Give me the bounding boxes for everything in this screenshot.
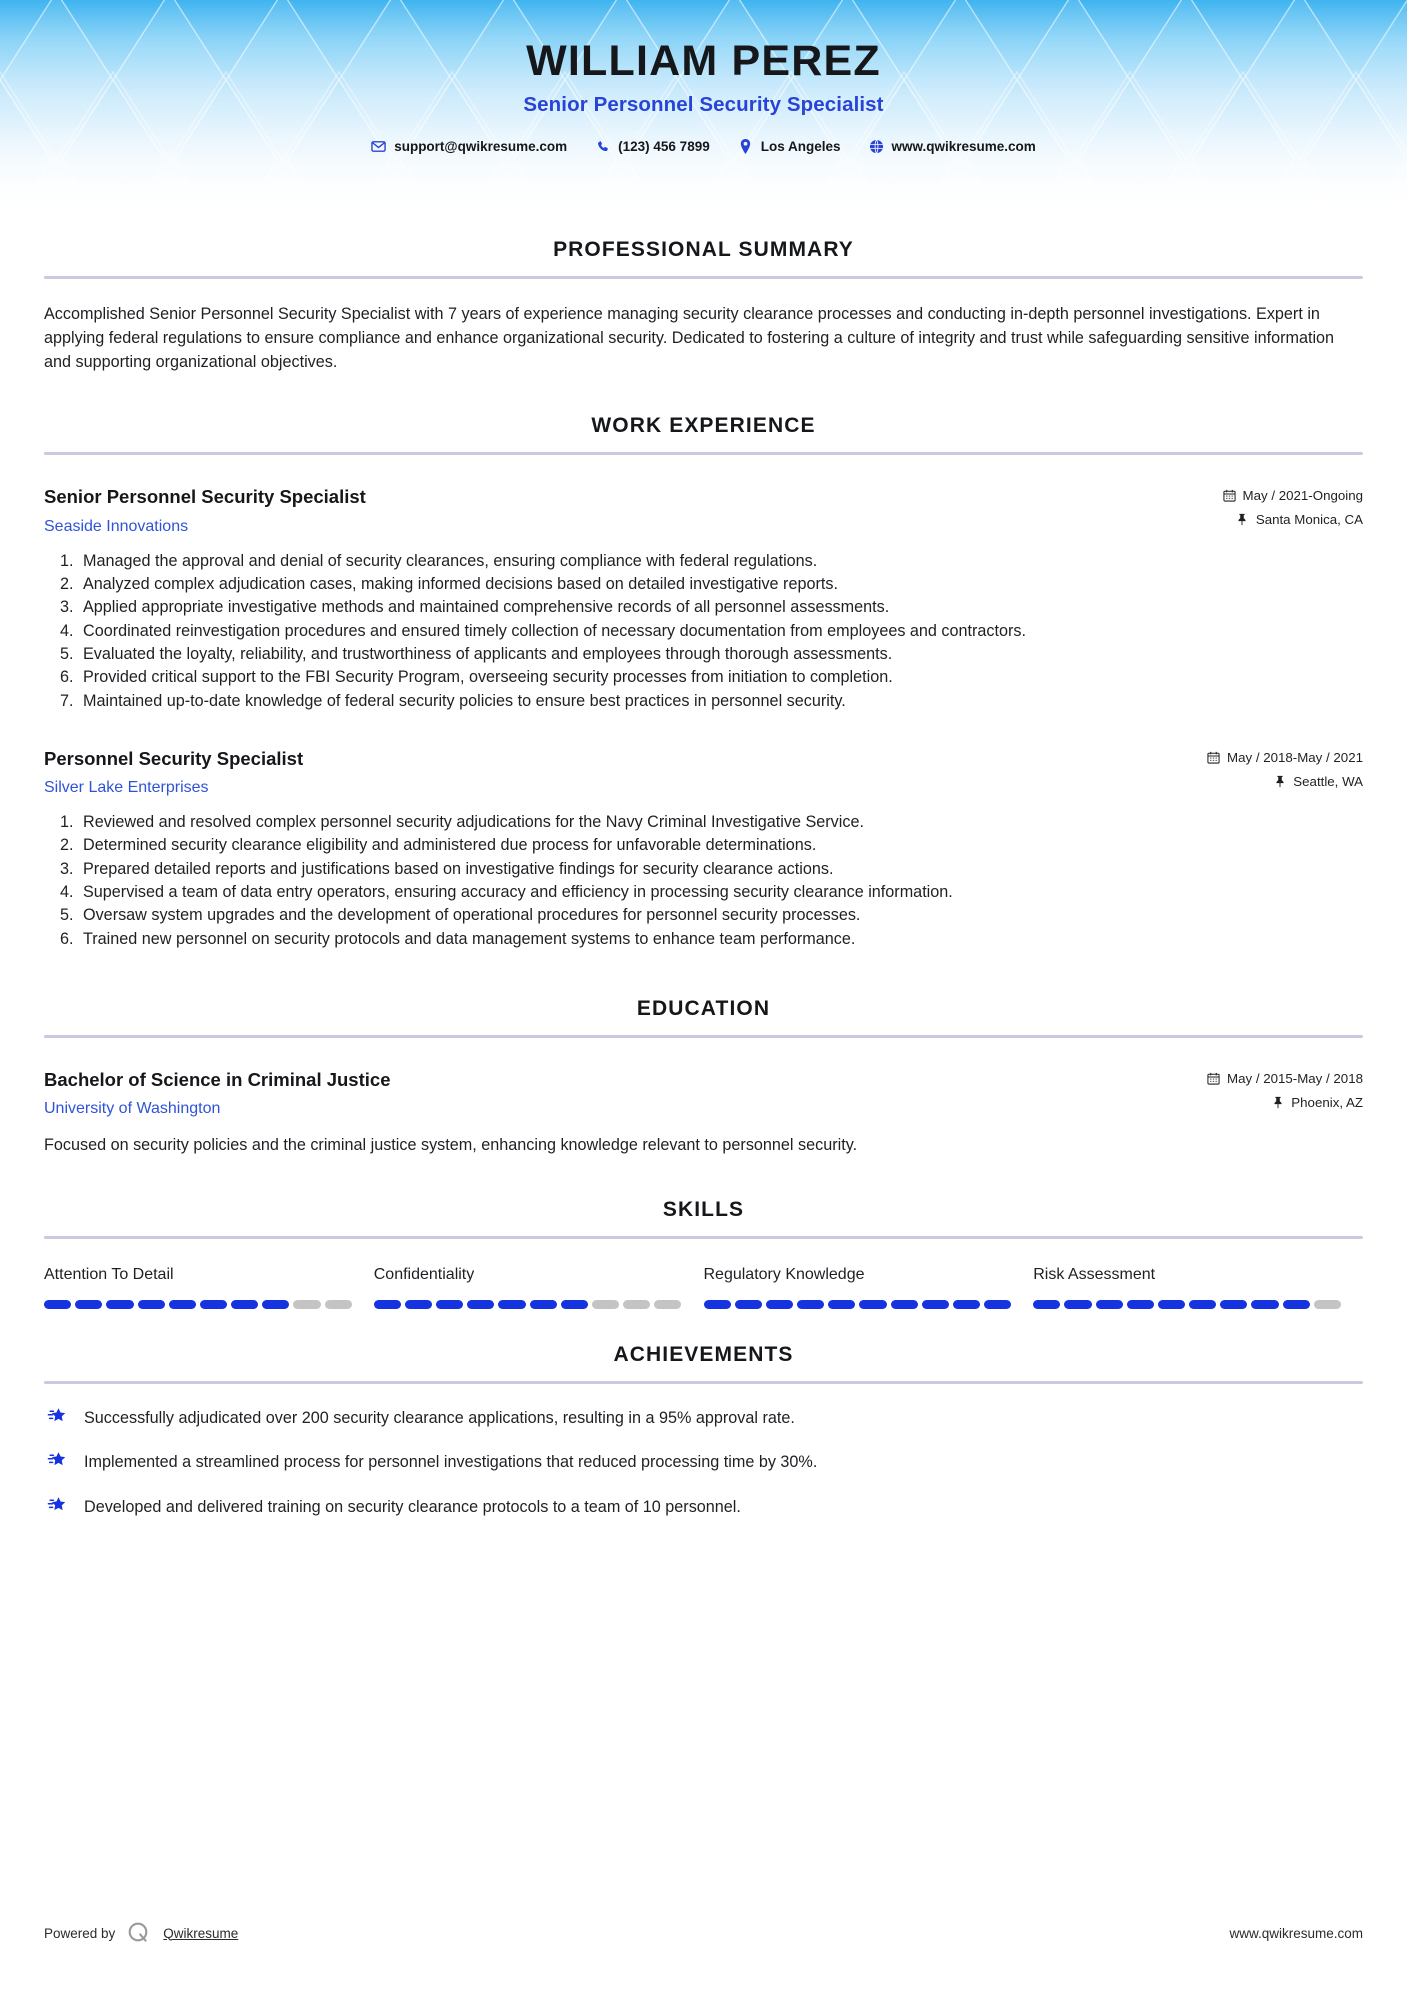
job-bullet: 4. Supervised a team of data entry operators, ensuring accuracy and efficiency in processing security clearance information. (78, 881, 1363, 904)
footer-branding (44, 1920, 238, 1946)
work-entry-header (44, 747, 1363, 798)
education-dates-text: May / 2015-May / 2018 (1227, 1070, 1363, 1086)
qwikresume-link[interactable]: Qwikresume (163, 1925, 239, 1941)
skill-pill (200, 1300, 227, 1309)
pushpin-icon (1236, 513, 1249, 526)
skill-pill (1127, 1300, 1154, 1309)
email-icon (371, 139, 386, 154)
job-bullet: 6. Provided critical support to the FBI Security Program, overseeing security processes from initiation to completion. (78, 666, 1363, 689)
skill-pill (44, 1300, 71, 1309)
skill-pill (405, 1300, 432, 1309)
shooting-star-icon (44, 1494, 68, 1518)
candidate-role: Senior Personnel Security Specialist (523, 93, 884, 117)
achievement-text: Implemented a streamlined process for personnel investigations that reduced processing time by 30%. (84, 1453, 818, 1472)
company-name[interactable]: Silver Lake Enterprises (44, 778, 209, 796)
contact-website-text: www.qwikresume.com (891, 139, 1036, 155)
skill-pill (436, 1300, 463, 1309)
job-dates (1207, 750, 1363, 765)
job-title: Personnel Security Specialist (44, 747, 304, 769)
section-skills (44, 1198, 1363, 1309)
powered-by-label: Powered by (44, 1925, 116, 1941)
skill-pill (1251, 1300, 1278, 1309)
skill-pill (561, 1300, 588, 1309)
resume-footer (44, 1920, 1363, 1946)
section-title-education: EDUCATION (636, 996, 771, 1020)
location-pin-icon (738, 139, 753, 154)
job-location (1207, 774, 1363, 789)
achievement-item (44, 1450, 1363, 1474)
contact-location (724, 139, 855, 154)
skill-item (44, 1265, 374, 1309)
skill-pill (891, 1300, 918, 1309)
school-name[interactable]: University of Washington (44, 1100, 221, 1118)
skill-label: Confidentiality (373, 1265, 475, 1283)
skill-rating-bar (44, 1300, 352, 1309)
resume-body (0, 212, 1407, 1519)
work-entry-header (44, 485, 1363, 536)
skill-pill (859, 1300, 886, 1309)
contact-bar (0, 139, 1407, 154)
section-title-achievements: ACHIEVEMENTS (613, 1342, 794, 1366)
contact-phone[interactable] (581, 139, 724, 154)
skill-pill (623, 1300, 650, 1309)
skill-pill (138, 1300, 165, 1309)
skill-pill (75, 1300, 102, 1309)
education-dates (1207, 1071, 1363, 1086)
section-professional-summary (44, 238, 1363, 374)
contact-email-text: support@qwikresume.com (394, 139, 568, 155)
section-divider (44, 1236, 1363, 1239)
job-bullet-list (44, 550, 1363, 713)
skill-pill (293, 1300, 320, 1309)
skill-rating-bar (374, 1300, 682, 1309)
skill-pill (1283, 1300, 1310, 1309)
section-divider (44, 1381, 1363, 1384)
calendar-icon (1207, 751, 1220, 764)
section-achievements (44, 1343, 1363, 1519)
job-title: Senior Personnel Security Specialist (44, 486, 366, 508)
skill-pill (592, 1300, 619, 1309)
achievements-list (44, 1406, 1363, 1519)
skill-pill (704, 1300, 731, 1309)
shooting-star-icon (44, 1449, 68, 1473)
section-title-skills: SKILLS (662, 1197, 745, 1221)
skill-pill (106, 1300, 133, 1309)
degree-title: Bachelor of Science in Criminal Justice (44, 1068, 391, 1090)
skill-pill (231, 1300, 258, 1309)
candidate-name: WILLIAM PEREZ (526, 37, 881, 85)
calendar-icon (1207, 1072, 1220, 1085)
section-work-experience (44, 414, 1363, 951)
skill-pill (1189, 1300, 1216, 1309)
skill-pill (467, 1300, 494, 1309)
work-entry (44, 747, 1363, 951)
achievement-item (44, 1406, 1363, 1430)
skill-rating-bar (1033, 1300, 1341, 1309)
education-location (1207, 1095, 1363, 1110)
education-description: Focused on security policies and the criminal justice system, enhancing knowledge relevant to personnel security. (44, 1136, 858, 1155)
section-title-work: WORK EXPERIENCE (591, 414, 816, 438)
skill-pill (374, 1300, 401, 1309)
skill-pill (530, 1300, 557, 1309)
education-entry (44, 1068, 1363, 1158)
achievement-item (44, 1495, 1363, 1519)
job-dates-text: May / 2021-Ongoing (1242, 488, 1363, 504)
skill-pill (169, 1300, 196, 1309)
contact-phone-text: (123) 456 7899 (618, 139, 710, 155)
work-entry (44, 485, 1363, 712)
job-bullet: 6. Trained new personnel on security protocols and data management systems to enhance team performance. (78, 928, 1363, 951)
pushpin-icon (1271, 1096, 1284, 1109)
skill-pill (953, 1300, 980, 1309)
resume-header (0, 0, 1407, 212)
skill-label: Regulatory Knowledge (703, 1265, 865, 1283)
skill-pill (1064, 1300, 1091, 1309)
job-bullet: 1. Reviewed and resolved complex personnel security adjudications for the Navy Criminal Investigative Service. (78, 811, 1363, 834)
job-location-text: Seattle, WA (1293, 773, 1363, 789)
job-bullet: 2. Determined security clearance eligibility and administered due process for unfavorable determinations. (78, 834, 1363, 857)
contact-location-text: Los Angeles (760, 139, 841, 155)
job-location (1223, 512, 1363, 527)
contact-website[interactable] (855, 139, 1050, 154)
job-bullet-list (44, 811, 1363, 951)
job-bullet: 4. Coordinated reinvestigation procedures and ensured timely collection of necessary documentation from employees and contractors. (78, 620, 1363, 643)
skill-pill (325, 1300, 352, 1309)
phone-icon (595, 139, 610, 154)
skill-rating-bar (704, 1300, 1012, 1309)
job-dates (1223, 488, 1363, 503)
achievement-text: Successfully adjudicated over 200 security clearance applications, resulting in a 95% approval rate. (84, 1408, 795, 1427)
skill-pill (735, 1300, 762, 1309)
job-dates-text: May / 2018-May / 2021 (1227, 749, 1363, 765)
skill-pill (262, 1300, 289, 1309)
section-title-summary: PROFESSIONAL SUMMARY (553, 238, 854, 261)
skill-item (704, 1265, 1034, 1309)
education-location-text: Phoenix, AZ (1291, 1094, 1363, 1110)
skill-item (1033, 1265, 1363, 1309)
pushpin-icon (1273, 775, 1286, 788)
skill-pill (984, 1300, 1011, 1309)
qwikresume-logo-icon (126, 1920, 152, 1946)
globe-icon (869, 139, 884, 154)
skills-grid (44, 1265, 1363, 1309)
skill-pill (828, 1300, 855, 1309)
skill-pill (498, 1300, 525, 1309)
skill-item (374, 1265, 704, 1309)
skill-pill (766, 1300, 793, 1309)
summary-text: Accomplished Senior Personnel Security Specialist with 7 years of experience managing security clearance processes and conducting in-depth personnel investigations. Expert in applying federal regulations to ensure compliance and enhance organizational security. Dedicated to fostering a culture of integrity and trust while safeguarding sensitive information and supporting organizational objectives. (44, 305, 1335, 371)
skill-pill (1158, 1300, 1185, 1309)
section-divider (44, 276, 1363, 279)
skill-pill (797, 1300, 824, 1309)
footer-website[interactable]: www.qwikresume.com (1229, 1925, 1363, 1941)
skill-pill (1096, 1300, 1123, 1309)
skill-pill (1220, 1300, 1247, 1309)
job-bullet: 3. Applied appropriate investigative methods and maintained comprehensive records of all personnel assessments. (78, 596, 1363, 619)
shooting-star-icon (44, 1405, 68, 1429)
skill-label: Risk Assessment (1033, 1265, 1156, 1283)
education-entry-header (44, 1068, 1363, 1119)
section-education (44, 997, 1363, 1158)
contact-email[interactable] (357, 139, 581, 154)
skill-label: Attention To Detail (44, 1265, 174, 1283)
job-bullet: 2. Analyzed complex adjudication cases, making informed decisions based on detailed investigative reports. (78, 573, 1363, 596)
skill-pill (1314, 1300, 1341, 1309)
job-bullet: 5. Evaluated the loyalty, reliability, and trustworthiness of applicants and employees through thorough assessments. (78, 643, 1363, 666)
job-location-text: Santa Monica, CA (1255, 512, 1363, 528)
skill-pill (922, 1300, 949, 1309)
job-bullet: 7. Maintained up-to-date knowledge of federal security policies to ensure best practices in personnel security. (78, 690, 1363, 713)
skill-pill (654, 1300, 681, 1309)
achievement-text: Developed and delivered training on security clearance protocols to a team of 10 personnel. (84, 1498, 741, 1517)
company-name[interactable]: Seaside Innovations (44, 517, 189, 535)
job-bullet: 5. Oversaw system upgrades and the development of operational procedures for personnel security processes. (78, 904, 1363, 927)
job-bullet: 3. Prepared detailed reports and justifications based on investigative findings for security clearance actions. (78, 858, 1363, 881)
job-bullet: 1. Managed the approval and denial of security clearances, ensuring compliance with federal regulations. (78, 550, 1363, 573)
skill-pill (1033, 1300, 1060, 1309)
calendar-icon (1223, 489, 1236, 502)
